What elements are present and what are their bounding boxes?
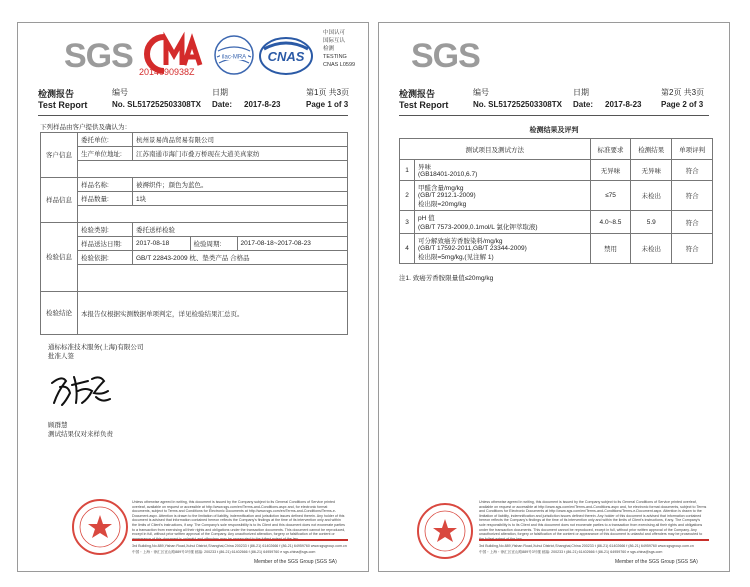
accreditation-text: 中国认可 国际互认 检测 TESTING CNAS L0599: [323, 30, 356, 68]
test-period-value: 2017-08-18~2017-08-23: [237, 237, 347, 251]
results-header-row: 测试项目及测试方法 标准要求 检测结果 单项评判: [400, 139, 713, 160]
address-zh: 中国・上海・徐汇区宜山路889号3号楼 邮编: 200233 t (86-21) 61402666 f (86-21) 64959760 e sgs.china@sgs.com: [132, 550, 316, 554]
sgs-logo: SGS: [64, 37, 133, 75]
test-basis-value: GB/T 22843-2009 枕、垫类产品 合格品: [133, 251, 348, 265]
address-en: 3rd Building,No.889,Yishan Road,Xuhui District,Shanghai,China 200233 t (86-21) 61402666 f (86-21) 64959760 www.sgsgroup.com.cn: [132, 544, 347, 548]
svg-text:CNAS: CNAS: [267, 49, 305, 64]
table-row: 4 可分解致癌芳香胺染料/mg/kg (GB/T 17592-2011,GB/T 23344-2009) 检出限=5mg/kg,(见注解 1) 禁用 未检出 符合: [400, 234, 713, 264]
cma-number: 2014090938Z: [139, 67, 195, 77]
member-text: Member of the SGS Group (SGS SA): [254, 559, 337, 565]
ilac-mra-logo-icon: [212, 33, 256, 77]
sample-info-table: 客户信息 委托单位: 杭州景易尚品贸易有限公司 生产单位地址: 江苏南通市海门市叠万桥现在大道美真家纺 样品信息 样品名称: 被褥织件；颜色为蓝色。 样品数量: 1块 检验信息 检验类别: 委托送样检验 样品送达日期: 2017-08-18 检验周期: 2017-08-18~2017-08-23 检验依据: GB/T 22843-2009 枕、垫类产品 合格品 检验结论 本报告仅根据实测数据单项判定，详见检验结果汇总页。: [40, 132, 348, 335]
delegate-value: 杭州景易尚品贸易有限公司: [133, 133, 348, 147]
received-date-value: 2017-08-18: [133, 237, 191, 251]
report-page-2: SGS 检测报告 编号 日期 第2页 共3页 Test Report No. SL517252503308TX Date: 2017-8-23 Page 2 of 3 检测结果及评判 测试项目及测试方法 标准要求 检测结果 单项评判 1 异味 (GB18401-2010,6.7) 无异味 无异味 符合 2 甲醛含量/mg/kg (GB/T 2912.1-2009) 检出限=20mg/kg ≤75 未检出 符合 3 pH 值 (GB/T 7573-2009,0.1mol/L 氯化钾萃取液) 4.0~8.5 5.9 符合 4 可分解致癌芳香胺染料/mg/kg (GB/T 17592-2011,GB/T 23344-2009) 检出限=5mg/kg,(见注解 1) 禁用 未检出 符合 注1. 致癌芳香胺限量值≤20mg/kg Unless otherwise agreed in writing, this document is issued by the Company subject to its General Conditions of Service printed overleaf, available on request or accessible at http://www.sgs.com/en/Terms-and-Conditions.aspx and, for electronic format documents, subject to Terms and Conditions for Electronic Documents at http://www.sgs.com/en/Terms-and-Conditions/Terms-e-Document.aspx. Attention is drawn to the limitation of liability, indemnification and jurisdiction issues defined therein. Any holder of this document is advised that information contained hereon reflects the Company's findings at the time of its intervention only and within the limits of Client's instructions, if any. The Company's sole responsibility is to its Client and this document does not exonerate parties to a transaction from exercising all their rights and obligations under the transaction documents. This document cannot be reproduced, except in full, without prior written approval of the Company. Any unauthorized alteration, forgery or falsification of the content or appearance of this document is unlawful and offenders may be prosecuted to 3rd Building,No.889,Yishan Road,Xuhui District,Shanghai,China 200233 t (86-21) 61402666 f (86-21) 64959760 www.sgsgroup.com.cn 中国・上海・徐汇区宜山路889号3号楼 邮编: 200233 t (86-21) 61402666 f (86-21) 64959760 e sgs.china@sgs.com Member of the SGS Group (SGS SA): [378, 22, 730, 572]
results-note: 注1. 致癌芳香胺限量值≤20mg/kg: [399, 275, 494, 282]
test-stamp-seal-icon: [415, 501, 475, 561]
svg-text:ilac-MRA: ilac-MRA: [221, 54, 247, 61]
address-zh: 中国・上海・徐汇区宜山路889号3号楼 邮编: 200233 t (86-21) 61402666 f (86-21) 64959760 e sgs.china@sgs.com: [479, 550, 663, 554]
test-stamp-seal-icon: [70, 497, 130, 557]
table-row: 3 pH 值 (GB/T 7573-2009,0.1mol/L 氯化钾萃取液) 4.0~8.5 5.9 符合: [400, 211, 713, 234]
sample-qty-value: 1块: [133, 192, 348, 206]
conclusion-section-label: 检验结论: [41, 292, 78, 335]
terms-fine-print: Unless otherwise agreed in writing, this document is issued by the Company subject to its General Conditions of Service printed overleaf, available on request or accessible at http://www.sgs.com/en/Terms-and-Conditions.aspx and, for electronic format documents, subject to Terms and Conditions for Electronic Documents at http://www.sgs.com/en/Terms-and-Conditions/Terms-e-Document.aspx. Attention is drawn to the limitation of liability, indemnification and jurisdiction issues defined therein. Any holder of this document is advised that information contained hereon reflects the Company's findings at the time of its intervention only and within the limits of Client's instructions, if any. The Company's sole responsibility is to its Client and this document does not exonerate parties to a transaction from exercising all their rights and obligations under the transaction documents. This document cannot be reproduced, except in full, without prior written approval of the Company. Any unauthorized alteration, forgery or falsification of the content or: [132, 500, 346, 537]
header-divider: [38, 115, 348, 116]
footer-divider: [132, 539, 348, 541]
sample-section-label: 样品信息: [41, 178, 78, 223]
member-text: Member of the SGS Group (SGS SA): [615, 559, 698, 565]
table-row: 2 甲醛含量/mg/kg (GB/T 2912.1-2009) 检出限=20mg/kg ≤75 未检出 符合: [400, 181, 713, 211]
address-en: 3rd Building,No.889,Yishan Road,Xuhui District,Shanghai,China 200233 t (86-21) 61402666 f (86-21) 64959760 www.sgsgroup.com.cn: [479, 544, 694, 548]
handwritten-signature: [48, 369, 118, 409]
terms-fine-print: Unless otherwise agreed in writing, this document is issued by the Company subject to its General Conditions of Service printed overleaf, available on request or accessible at http://www.sgs.com/en/Terms-and-Conditions.aspx and, for electronic format documents, subject to Terms and Conditions for Electronic Documents at http://www.sgs.com/en/Terms-and-Conditions/Terms-e-Document.aspx. Attention is drawn to the limitation of liability, indemnification and jurisdiction issues defined therein. Any holder of this document is advised that information contained hereon reflects the Company's findings at the time of its intervention only and within the limits of Client's instructions, if any. The Company's sole responsibility is to its Client and this document does not exonerate parties to a transaction from exercising all their rights and obligations under the transaction documents. This document cannot be reproduced, except in full, without prior written approval of the Company. Any unauthorized alteration, forgery or falsification of the content or appearance of this document is unlawful and offenders may be prosecuted to: [479, 500, 707, 537]
report-page-1: SGS 2014090938Z ilac-MRA CNAS 中国认可 国际互认 检测 TESTING CNAS L0599 检测报告 编号 日期 第1页 共3页 Test Report No. SL517252503308TX Date: 2017-8-23 Page 1 of 3 下列样品由客户提供及确认为： 客户信息 委托单位: 杭州景易尚品贸易有限公司 生产单位地址: 江苏南通市海门市叠万桥现在大道美真家纺 样品信息 样品名称: 被褥织件；颜色为蓝色。 样品数量: 1块 检验信息 检验类别: 委托送样检验 样品送达日期: 2017-08-18 检验周期: 2017-08-18~2017-08-23 检验依据: GB/T 22843-2009 枕、垫类产品 合格品 检验结论 本报告仅根据实测数据单项判定，详见检验结果汇总页。 通标标准技术服务(上海)有限公司 批准人签 顾群慧 测试结果仅对来样负责 Unless otherwise agreed in writing, this document is issued by the Company subject to its General Conditions of Service printed overleaf, available on request or accessible at http://www.sgs.com/en/Terms-and-Conditions.aspx and, for electronic format documents, subject to Terms and Conditions for Electronic Documents at http://www.sgs.com/en/Terms-and-Conditions/Terms-e-Document.aspx. Attention is drawn to the limitation of liability, indemnification and jurisdiction issues defined therein. Any holder of this document is advised that information contained hereon reflects the Company's findings at the time of its intervention only and within the limits of Client's instructions, if any. The Company's sole responsibility is to its Client and this document does not exonerate parties to a transaction from exercising all their rights and obligations under the transaction documents. This document cannot be reproduced, except in full, without prior written approval of the Company. Any unauthorized alteration, forgery or falsification of the content or 3rd Building,No.889,Yishan Road,Xuhui District,Shanghai,China 200233 t (86-21) 61402666 f (86-21) 64959760 www.sgsgroup.com.cn 中国・上海・徐汇区宜山路889号3号楼 邮编: 200233 t (86-21) 61402666 f (86-21) 64959760 e sgs.china@sgs.com Member of the SGS Group (SGS SA): [17, 22, 369, 572]
client-section-label: 客户信息: [41, 133, 78, 178]
cnas-logo-icon: [258, 35, 314, 77]
table-row: 1 异味 (GB18401-2010,6.7) 无异味 无异味 符合: [400, 160, 713, 181]
sample-name-value: 被褥织件；颜色为蓝色。: [133, 178, 348, 192]
footer-divider: [479, 539, 709, 541]
results-table: [399, 138, 713, 264]
testing-section-label: 检验信息: [41, 223, 78, 292]
signer-block: 顾群慧 测试结果仅对来样负责: [48, 422, 113, 438]
conclusion-text: 本报告仅根据实测数据单项判定，详见检验结果汇总页。: [78, 292, 348, 335]
sgs-logo: SGS: [411, 37, 480, 75]
lab-name: 通标标准技术服务(上海)有限公司 批准人签: [48, 344, 144, 360]
results-title: 检测结果及评判: [529, 127, 579, 134]
producer-value: 江苏南通市海门市叠万桥现在大道美真家纺: [133, 147, 348, 161]
header-divider: [399, 115, 709, 116]
intro-text: 下列样品由客户提供及确认为：: [40, 124, 131, 131]
test-type-value: 委托送样检验: [133, 223, 348, 237]
